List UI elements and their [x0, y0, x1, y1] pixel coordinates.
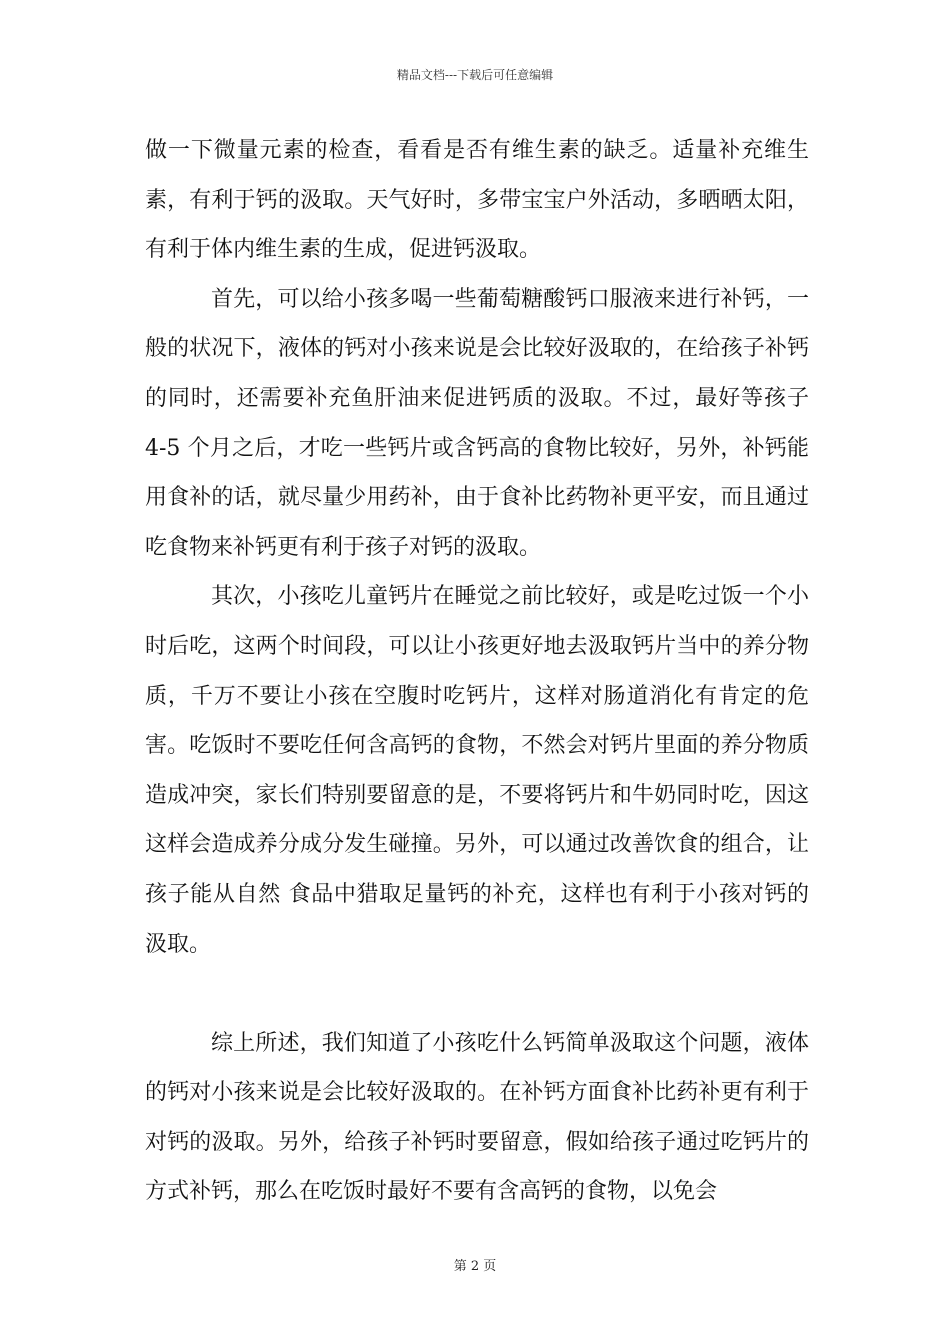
- paragraph-2: 首先，可以给小孩多喝一些葡萄糖酸钙口服液来进行补钙，一般的状况下，液体的钙对小孩来说是会比较好汲取的，在给孩子补钙的同时，还需要补充鱼肝油来促进钙质的汲取。不过，最好等孩子 4-5 个月之后，才吃一些钙片或含钙高的食物比较好，另外，补钙能用食补的话，就尽量少用药补，由于食补比药物补更平安，而且通过吃食物来补钙更有利于孩子对钙的汲取。: [145, 286, 809, 560]
- page-number: 第 2 页: [453, 1259, 497, 1274]
- paragraph-4: 综上所述，我们知道了小孩吃什么钙简单汲取这个问题，液体的钙对小孩来说是会比较好汲取的。在补钙方面食补比药补更有利于对钙的汲取。另外，给孩子补钙时要留意，假如给孩子通过吃钙片的方式补钙，那么在吃饭时最好不要有含高钙的食物，以免会: [145, 1030, 809, 1205]
- paragraph-3: 其次，小孩吃儿童钙片在睡觉之前比较好，或是吃过饭一个小时后吃，这两个时间段，可以让小孩更好地去汲取钙片当中的养分物质，千万不要让小孩在空腹时吃钙片，这样对肠道消化有肯定的危害。吃饭时不要吃任何含高钙的食物，不然会对钙片里面的养分物质造成冲突，家长们特别要留意的是，不要将钙片和牛奶同时吃，因这这样会造成养分成分发生碰撞。另外，可以通过改善饮食的组合，让孩子能从自然 食品中猎取足量钙的补充，这样也有利于小孩对钙的汲取。: [145, 584, 809, 957]
- document-body: [145, 126, 809, 1217]
- page-header: 精品文档---下载后可任意编辑: [396, 68, 554, 82]
- paragraph-1: 做一下微量元素的检查，看看是否有维生素的缺乏。适量补充维生素，有利于钙的汲取。天气好时，多带宝宝户外活动，多晒晒太阳，有利于体内维生素的生成，促进钙汲取。: [145, 138, 809, 263]
